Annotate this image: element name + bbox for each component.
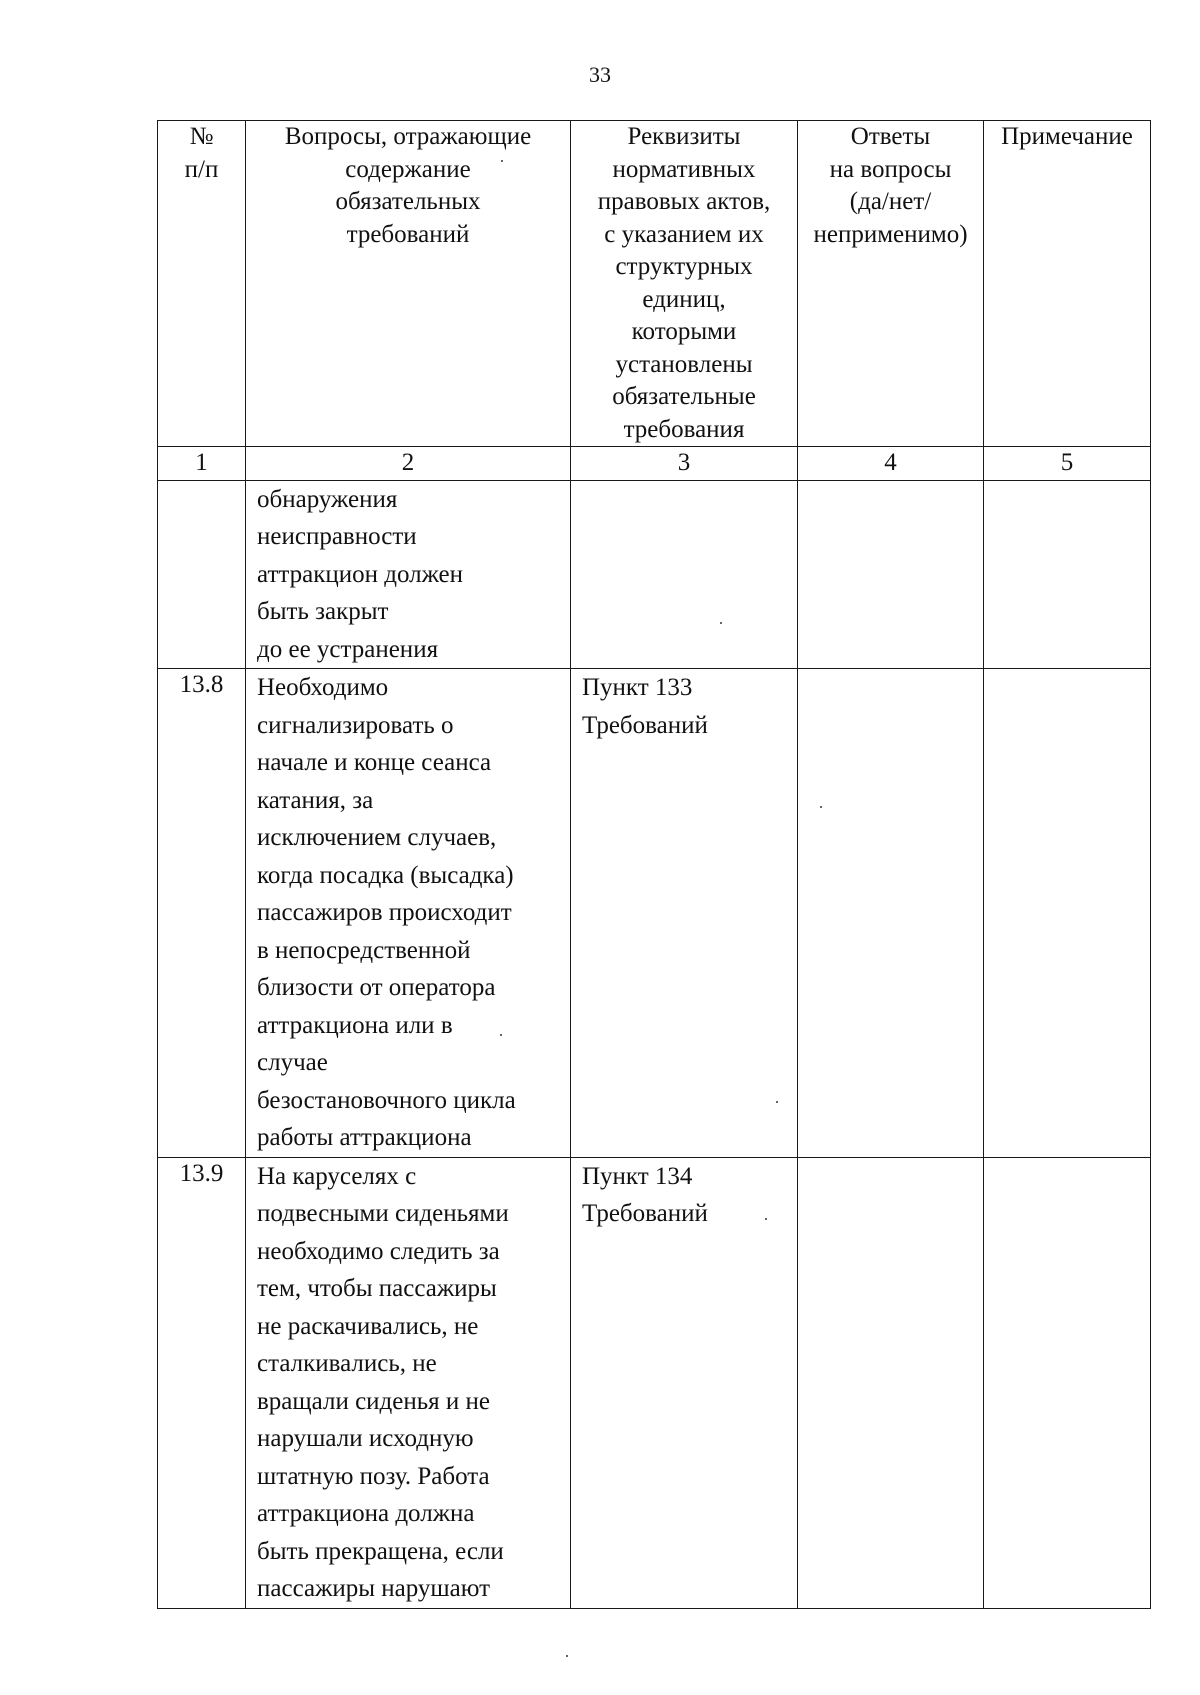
table-row	[158, 1157, 1151, 1608]
table-row	[158, 480, 1151, 669]
header-legal-references: Реквизиты нормативных правовых актов, с указанием их структурных единиц, которыми установлены обязательные требования	[571, 121, 798, 447]
checklist-table	[157, 120, 1151, 1609]
table-header-row	[158, 121, 1151, 447]
scan-speck	[501, 160, 503, 162]
answer-cell	[798, 480, 984, 669]
header-note: Примечание	[984, 121, 1151, 447]
note-cell	[984, 669, 1151, 1158]
answer-cell	[798, 669, 984, 1158]
column-numbers-row	[158, 447, 1151, 481]
page-number: 33	[589, 62, 611, 87]
row-number: 13.8	[158, 669, 246, 1158]
row-number: 13.9	[158, 1157, 246, 1608]
reference-cell	[571, 480, 798, 669]
scan-speck	[820, 806, 822, 808]
scan-speck	[765, 1218, 767, 1220]
header-answers: Ответы на вопросы (да/нет/ неприменимо)	[798, 121, 984, 447]
question-cell: На каруселях с подвесными сиденьями необходимо следить за тем, чтобы пассажиры не раскачивались, не сталкивались, не вращали сиденья и не нарушали исходную штатную позу. Работа аттракциона должна быть прекращена, если пассажиры нарушают	[246, 1157, 571, 1608]
column-number: 5	[984, 447, 1151, 481]
column-number: 3	[571, 447, 798, 481]
answer-cell	[798, 1157, 984, 1608]
scan-speck	[500, 1034, 502, 1036]
reference-cell: Пункт 134 Требований	[571, 1157, 798, 1608]
table-row	[158, 669, 1151, 1158]
note-cell	[984, 1157, 1151, 1608]
reference-cell: Пункт 133 Требований	[571, 669, 798, 1158]
scan-speck	[566, 1655, 568, 1657]
question-cell: обнаружения неисправности аттракцион должен быть закрыт до ее устранения	[246, 480, 571, 669]
note-cell	[984, 480, 1151, 669]
header-questions: Вопросы, отражающие содержание обязательных требований	[246, 121, 571, 447]
row-number	[158, 480, 246, 669]
scan-speck	[720, 622, 722, 624]
column-number: 4	[798, 447, 984, 481]
question-cell: Необходимо сигнализировать о начале и конце сеанса катания, за исключением случаев, когда посадка (высадка) пассажиров происходит в непосредственной близости от оператора аттракциона или в случае безостановочного цикла работы аттракциона	[246, 669, 571, 1158]
column-number: 1	[158, 447, 246, 481]
header-number: № п/п	[158, 121, 246, 447]
scan-speck	[776, 1101, 778, 1103]
column-number: 2	[246, 447, 571, 481]
